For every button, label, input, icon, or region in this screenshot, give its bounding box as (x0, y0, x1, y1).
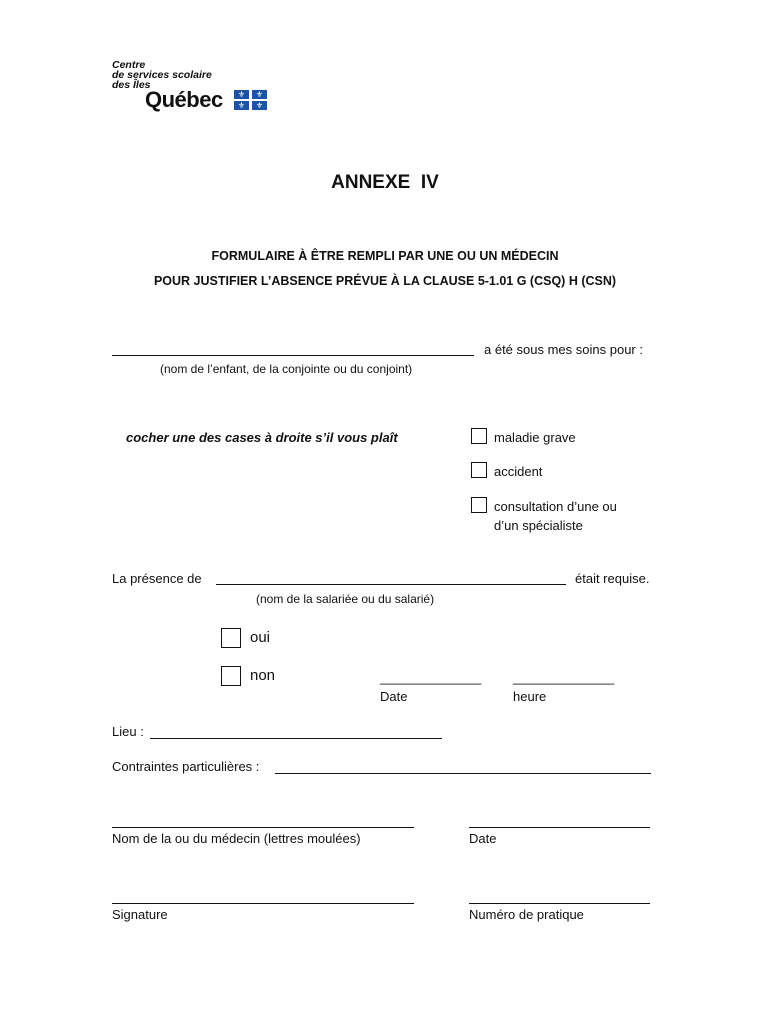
subtitle-line-1: FORMULAIRE À ÊTRE REMPLI PAR UNE OU UN MÉDECIN (211, 249, 559, 263)
signature-field[interactable] (112, 903, 414, 904)
maladie-grave-checkbox[interactable] (471, 428, 487, 444)
date-blank[interactable]: ______________ (380, 670, 482, 685)
date-field[interactable] (469, 827, 650, 828)
oui-label: oui (250, 629, 271, 646)
doctor-name-field[interactable] (112, 827, 414, 828)
logo-quebec: Québec (145, 87, 223, 112)
doctor-name-label: Nom de la ou du médecin (lettres moulées) (112, 831, 361, 846)
fleur-de-lis-icon: ⚜ (252, 90, 267, 99)
accident-label: accident (494, 464, 543, 479)
time-blank[interactable]: ______________ (513, 670, 615, 685)
non-checkbox[interactable] (221, 666, 241, 686)
presence-date-label: Date (380, 689, 408, 704)
consultation-checkbox[interactable] (471, 497, 487, 513)
place-label: Lieu : (112, 724, 144, 739)
logo (112, 60, 282, 120)
presence-caption: (nom de la salariée ou du salarié) (256, 592, 435, 606)
subtitle-line-2: POUR JUSTIFIER L’ABSENCE PRÉVUE À LA CLAUSE 5-1.01 G (CSQ) H (CSN) (153, 274, 617, 288)
logo-line-1: Centre (112, 59, 146, 71)
fleur-de-lis-icon: ⚜ (234, 90, 249, 99)
consultation-label-1: consultation d’une ou (494, 499, 617, 514)
consultation-label-2: d’un spécialiste (494, 518, 583, 533)
logo-line-2: de services scolaire (112, 69, 212, 81)
fleur-de-lis-icon: ⚜ (234, 101, 249, 110)
checkbox-instruction: cocher une des cases à droite s’il vous plaît (126, 430, 398, 445)
presence-suffix: était requise. (575, 571, 650, 586)
fleur-de-lis-icon: ⚜ (252, 101, 267, 110)
patient-caption: (nom de l’enfant, de la conjointe ou du conjoint) (160, 362, 413, 376)
presence-prefix: La présence de (112, 571, 202, 586)
logo-line-3: des Îles (112, 79, 151, 91)
constraints-field[interactable] (275, 773, 651, 774)
date-label: Date (469, 831, 497, 846)
signature-label: Signature (112, 907, 168, 922)
accident-checkbox[interactable] (471, 462, 487, 478)
practice-number-field[interactable] (469, 903, 650, 904)
non-label: non (250, 667, 276, 684)
employee-name-field[interactable] (216, 584, 566, 585)
page-title: ANNEXE IV (331, 172, 439, 193)
oui-checkbox[interactable] (221, 628, 241, 648)
presence-time-label: heure (513, 689, 547, 704)
patient-name-field[interactable] (112, 355, 474, 356)
place-field[interactable] (150, 738, 442, 739)
patient-suffix: a été sous mes soins pour : (484, 342, 643, 357)
quebec-flag-icon (234, 90, 267, 110)
practice-number-label: Numéro de pratique (469, 907, 584, 922)
constraints-label: Contraintes particulières : (112, 759, 260, 774)
maladie-grave-label: maladie grave (494, 430, 576, 445)
